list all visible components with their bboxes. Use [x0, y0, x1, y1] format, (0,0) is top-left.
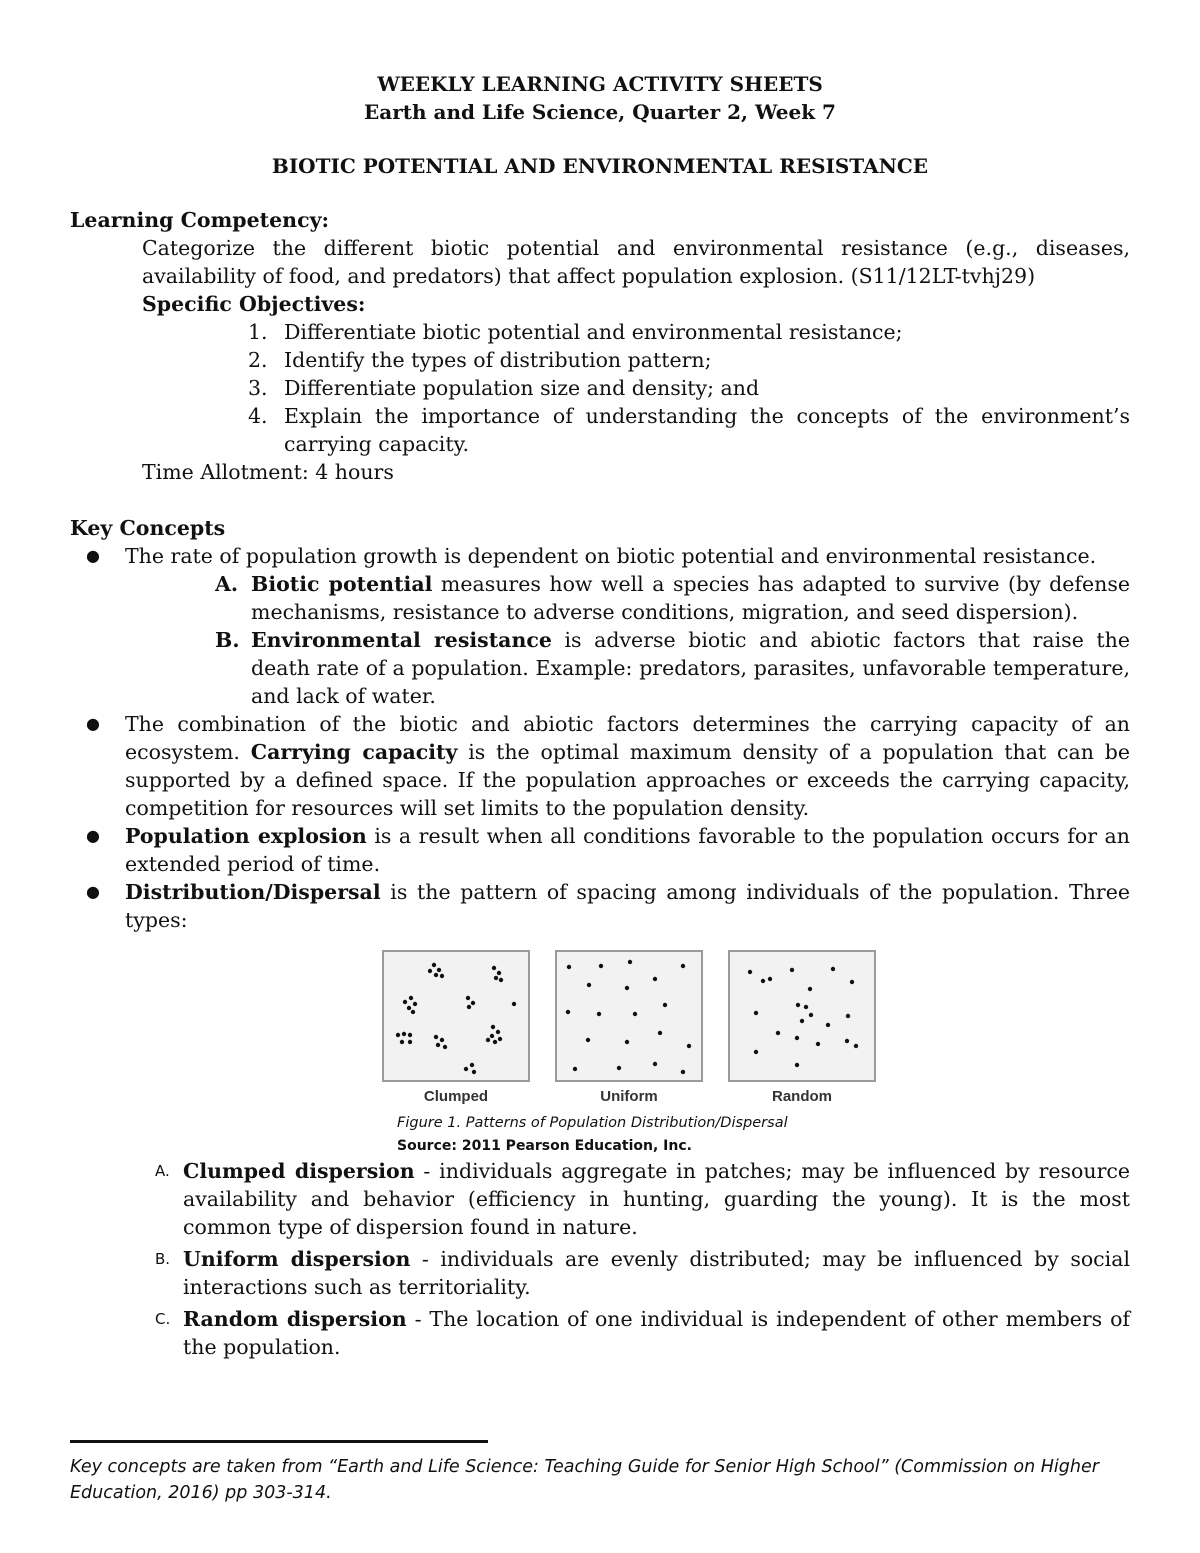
competency-text: Categorize the different biotic potential and environmental resistance (e.g., diseases, availability of food, and predators) that affect population explosion. (S11/12LT-tvhj29): [142, 236, 1130, 288]
random-dispersion-item: C. Random dispersion - The location of one individual is independent of other members of the population.: [155, 1307, 1131, 1359]
random-pattern-image: [728, 950, 876, 1082]
biotic-potential-item: A. Biotic potential measures how well a species has adapted to survive (by defense mechanisms, resistance to adverse conditions, migration, and seed dispersion).: [215, 572, 1130, 624]
time-allotment: Time Allotment: 4 hours: [142, 460, 394, 484]
bullet-icon: ●: [86, 714, 100, 733]
objectives-heading: Specific Objectives:: [142, 292, 366, 316]
competency-heading: Learning Competency:: [70, 208, 330, 232]
list-item: ● Distribution/Dispersal is the pattern of spacing among individuals of the population. Three types:: [70, 878, 1130, 934]
list-item: ● Population explosion is a result when all conditions favorable to the population occurs for an extended period of time.: [70, 822, 1130, 878]
list-item: ● The rate of population growth is dependent on biotic potential and environmental resistance.: [70, 542, 1130, 570]
footnote: Key concepts are taken from “Earth and Life Science: Teaching Guide for Senior High School” (Commission on Higher Education, 2016) pp 303-314.: [70, 1457, 1099, 1503]
figure-caption: Figure 1. Patterns of Population Distribution/Dispersal: [397, 1115, 788, 1131]
key-concepts-list-continued: [70, 710, 1130, 934]
bullet-icon: ●: [86, 826, 100, 845]
uniform-label: Uniform: [600, 1088, 658, 1105]
worksheet-page: [70, 70, 1130, 1361]
clumped-dispersion-item: A. Clumped dispersion - individuals aggregate in patches; may be influenced by resource availability and behavior (efficiency in hunting, guarding the young). It is the most common type of dispersion found in nature.: [155, 1159, 1130, 1239]
objective-item: 4. Explain the importance of understanding the concepts of the environment’s carrying capacity.: [248, 404, 1130, 456]
clumped-label: Clumped: [423, 1088, 489, 1105]
objective-item: 2. Identify the types of distribution pattern;: [248, 348, 712, 372]
uniform-dispersion-item: B. Uniform dispersion - individuals are evenly distributed; may be influenced by social interactions such as territoriality.: [155, 1247, 1130, 1299]
list-item: ● The combination of the biotic and abiotic factors determines the carrying capacity of an ecosystem. Carrying capacity is the optimal maximum density of a population that can be supported by a defined space. If the population approaches or exceeds the carrying capacity, competition for resources will set limits to the population density.: [70, 710, 1130, 822]
objective-item: 3. Differentiate population size and density; and: [248, 376, 760, 400]
sheet-subtitle: Earth and Life Science, Quarter 2, Week 7: [364, 100, 836, 124]
clumped-pattern-image: [382, 950, 530, 1082]
random-label: Random: [772, 1088, 832, 1105]
bullet-icon: ●: [86, 882, 100, 901]
dispersion-figure: [70, 942, 1130, 1157]
uniform-pattern-image: [555, 950, 703, 1082]
lesson-title: BIOTIC POTENTIAL AND ENVIRONMENTAL RESISTANCE: [271, 154, 929, 178]
key-concepts-list: [70, 542, 1130, 570]
objectives-list: [248, 318, 1130, 458]
sheet-title: WEEKLY LEARNING ACTIVITY SHEETS: [377, 72, 823, 96]
footnote-divider: [70, 1440, 488, 1443]
bullet-icon: ●: [86, 546, 100, 565]
objective-item: 1. Differentiate biotic potential and environmental resistance;: [248, 320, 903, 344]
key-concepts-heading: Key Concepts: [70, 516, 226, 540]
environmental-resistance-item: B. Environmental resistance is adverse biotic and abiotic factors that raise the death rate of a population. Example: predators, parasites, unfavorable temperature, and lack of water.: [215, 628, 1130, 708]
figure-source: Source: 2011 Pearson Education, Inc.: [397, 1138, 692, 1154]
